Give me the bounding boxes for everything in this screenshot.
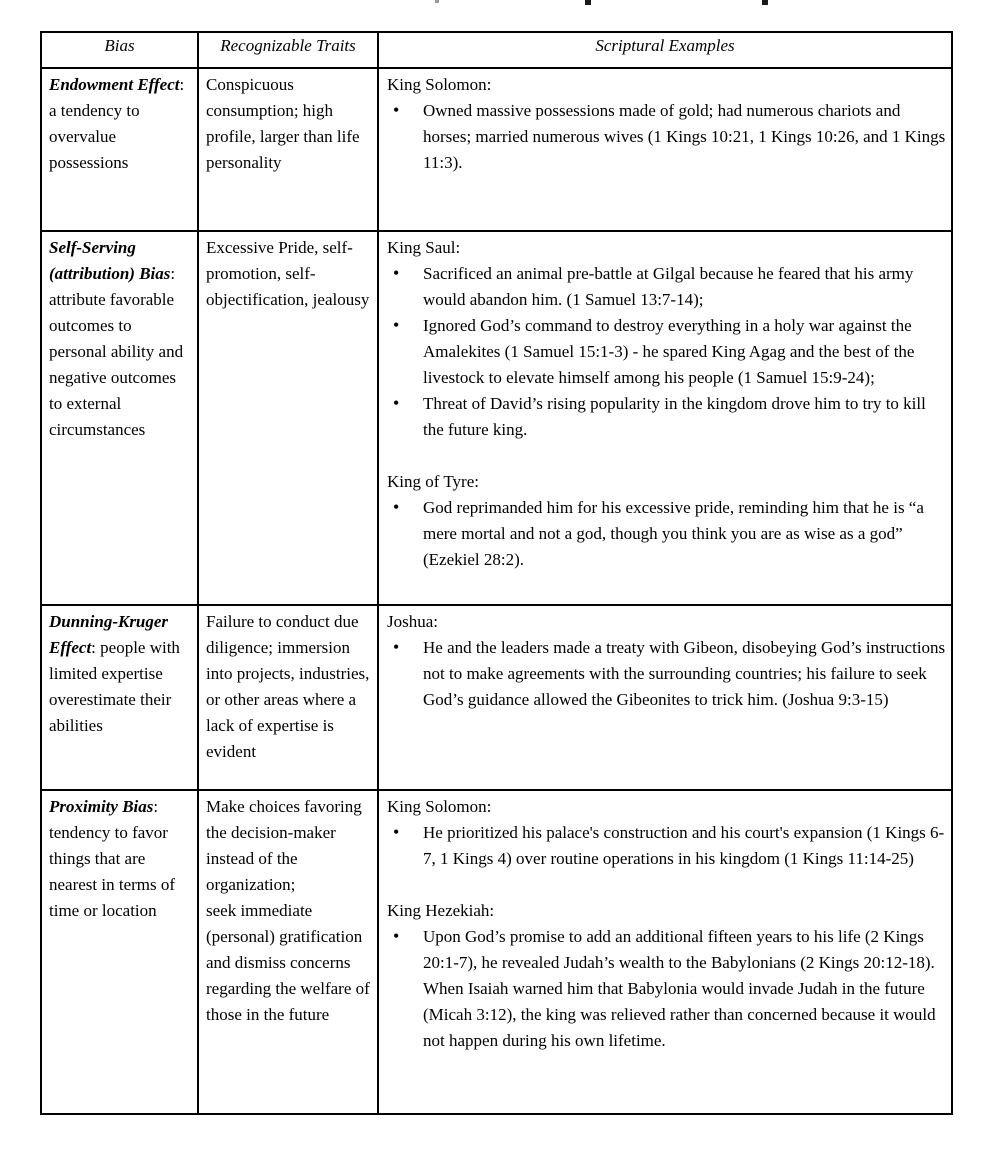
bias-table	[40, 31, 953, 1115]
bias-name: Endowment Effect	[49, 75, 180, 94]
bias-name: Proximity Bias	[49, 797, 154, 816]
traits-cell	[198, 790, 378, 1114]
example-bullet-text: God reprimanded him for his excessive pride, reminding him that he is “a mere mortal and not a god, though you think you are as wise as a god” (Ezekiel 28:2).	[423, 498, 924, 569]
bullet-icon: •	[393, 637, 400, 657]
examples-cell	[378, 231, 952, 605]
examples-cell	[378, 68, 952, 231]
example-group	[387, 898, 947, 1054]
table-row	[41, 605, 952, 790]
table-header-row	[41, 32, 952, 68]
table-body	[41, 68, 952, 1114]
bias-name: Dunning-Kruger Effect	[49, 612, 169, 657]
bullet-icon: •	[393, 393, 400, 413]
example-group	[387, 609, 947, 713]
bias-cell-content	[42, 791, 197, 1113]
bias-cell	[41, 605, 198, 790]
examples-cell-content	[379, 69, 951, 230]
traits-cell	[198, 231, 378, 605]
column-header-scriptural-examples: Scriptural Examples	[378, 32, 952, 68]
bullet-icon: •	[393, 315, 400, 335]
example-heading: King of Tyre:	[387, 472, 479, 491]
example-group	[387, 794, 947, 872]
example-bullet-item	[387, 635, 947, 713]
column-header-bias: Bias	[41, 32, 198, 68]
bias-cell-content	[42, 606, 197, 789]
bias-cell	[41, 790, 198, 1114]
bias-cell	[41, 231, 198, 605]
trait-text: Conspicuous consumption; high profile, larger than life personality	[206, 75, 360, 172]
traits-cell-content	[199, 232, 377, 604]
example-bullet-text: He prioritized his palace's construction and his court's expansion (1 Kings 6-7, 1 Kings 4) over routine operations in his kingdom (1 Kings 11:14-25)	[423, 823, 945, 868]
bias-description: : people with limited expertise overestimate their abilities	[49, 638, 180, 735]
traits-cell-content	[199, 69, 377, 230]
traits-cell	[198, 68, 378, 231]
example-group	[387, 235, 947, 443]
example-heading: King Hezekiah:	[387, 901, 495, 920]
example-bullet-item	[387, 495, 947, 573]
bias-cell-content	[42, 232, 197, 604]
bias-description: : tendency to favor things that are nearest in terms of time or location	[49, 797, 176, 920]
example-bullet-item	[387, 261, 947, 313]
trait-text: seek immediate (personal) gratification and dismiss concerns regarding the welfare of those in the future	[206, 901, 370, 1024]
example-bullet-item	[387, 313, 947, 391]
examples-cell-content	[379, 232, 951, 604]
example-group	[387, 72, 947, 176]
example-bullet-text: Owned massive possessions made of gold; had numerous chariots and horses; married numerous wives (1 Kings 10:21, 1 Kings 10:26, and 1 Kings 11:3).	[423, 101, 946, 172]
example-bullet-text: He and the leaders made a treaty with Gibeon, disobeying God’s instructions not to make agreements with the surrounding countries; his failure to seek God’s guidance allowed the Gibeonites to trick him. (Joshua 9:3-15)	[423, 638, 946, 709]
example-bullet-item	[387, 98, 947, 176]
traits-cell-content	[199, 791, 377, 1113]
example-heading: King Saul:	[387, 238, 461, 257]
example-bullet-text: Threat of David’s rising popularity in the kingdom drove him to try to kill the future king.	[423, 394, 926, 439]
bullet-icon: •	[393, 497, 400, 517]
example-heading: Joshua:	[387, 612, 438, 631]
examples-cell-content	[379, 791, 951, 1113]
bias-name: Self-Serving (attribution) Bias	[49, 238, 171, 283]
table-row	[41, 68, 952, 231]
clipped-text-fragment	[762, 0, 768, 5]
trait-text: Failure to conduct due diligence; immersion into projects, industries, or other areas where a lack of expertise is evident	[206, 612, 370, 761]
example-bullet-item	[387, 820, 947, 872]
table-row	[41, 790, 952, 1114]
traits-cell	[198, 605, 378, 790]
bullet-icon: •	[393, 926, 400, 946]
trait-text: Excessive Pride, self-promotion, self-objectification, jealousy	[206, 238, 370, 309]
traits-cell-content	[199, 606, 377, 789]
example-group	[387, 469, 947, 573]
bullet-icon: •	[393, 263, 400, 283]
examples-cell	[378, 605, 952, 790]
example-heading: King Solomon:	[387, 797, 492, 816]
example-heading: King Solomon:	[387, 75, 492, 94]
example-bullet-text: Ignored God’s command to destroy everything in a holy war against the Amalekites (1 Samuel 15:1-3) - he spared King Agag and the best of the livestock to elevate himself among his people (1 Samuel 15:9-24);	[423, 316, 915, 387]
clipped-text-fragment	[435, 0, 439, 3]
example-bullet-item	[387, 391, 947, 443]
examples-cell-content	[379, 606, 951, 789]
example-bullet-text: Upon God’s promise to add an additional fifteen years to his life (2 Kings 20:1-7), he revealed Judah’s wealth to the Babylonians (2 Kings 20:12-18). When Isaiah warned him that Babylonia would invade Judah in the future (Micah 3:12), the king was relieved rather than concerned because it would not happen during his own lifetime.	[423, 927, 936, 1050]
bullet-icon: •	[393, 100, 400, 120]
examples-cell	[378, 790, 952, 1114]
table-row	[41, 231, 952, 605]
bias-cell	[41, 68, 198, 231]
example-bullet-text: Sacrificed an animal pre-battle at Gilgal because he feared that his army would abandon him. (1 Samuel 13:7-14);	[423, 264, 914, 309]
bias-cell-content	[42, 69, 197, 230]
bullet-icon: •	[393, 822, 400, 842]
bias-description: : attribute favorable outcomes to personal ability and negative outcomes to external circumstances	[49, 264, 184, 439]
column-header-recognizable-traits: Recognizable Traits	[198, 32, 378, 68]
trait-text: Make choices favoring the decision-maker instead of the organization;	[206, 797, 362, 894]
example-bullet-item	[387, 924, 947, 1054]
bias-description: : a tendency to overvalue possessions	[49, 75, 185, 172]
clipped-text-fragment	[585, 0, 591, 5]
